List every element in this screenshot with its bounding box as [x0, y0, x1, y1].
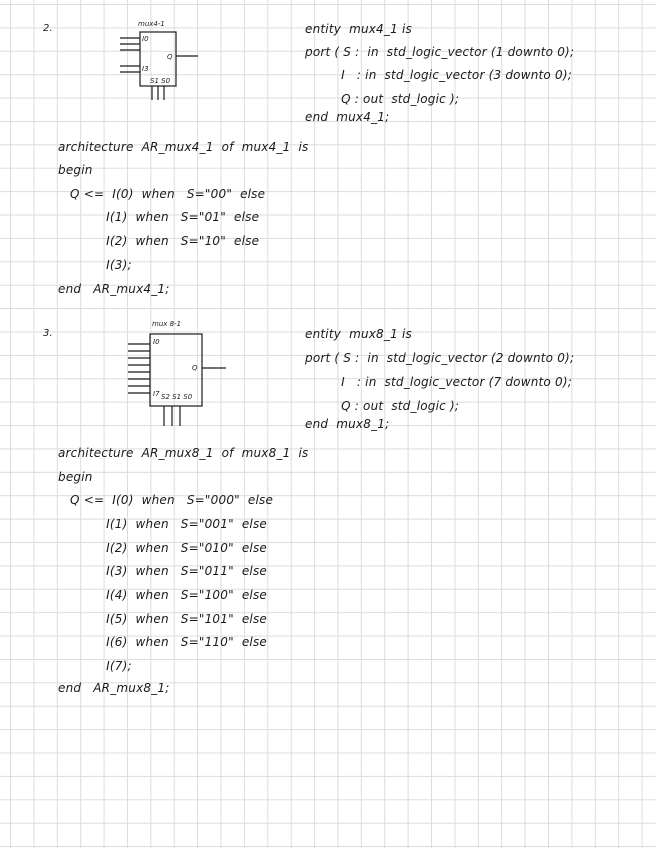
code-line: entity mux8_1 is [305, 327, 412, 341]
code-line: entity mux4_1 is [305, 22, 412, 36]
symbol-input-bottom: I7 [153, 390, 160, 398]
section-number: 2. [43, 23, 53, 34]
code-line: Q : out std_logic ); [305, 399, 460, 413]
code-line: Q <= I(0) when S="00" else [58, 187, 266, 201]
symbol-input-bottom: I3 [142, 65, 149, 73]
code-line: Q <= I(0) when S="000" else [58, 493, 274, 507]
code-line: I(3); [58, 258, 132, 272]
code-line: architecture AR_mux8_1 of mux8_1 is [58, 446, 309, 460]
symbol-title: mux 8-1 [152, 320, 182, 328]
code-line: end mux8_1; [305, 417, 390, 431]
code-line: I : in std_logic_vector (3 downto 0); [305, 68, 572, 82]
code-line: I(1) when S="01" else [58, 210, 260, 224]
code-line: end AR_mux8_1; [58, 681, 170, 695]
symbol-title: mux4-1 [138, 20, 165, 28]
symbol-selects: S1 S0 [150, 77, 171, 85]
code-line: begin [58, 163, 93, 177]
section-number: 3. [43, 328, 53, 339]
code-line: I(4) when S="100" else [58, 588, 267, 602]
code-line: port ( S : in std_logic_vector (1 downto 0); [305, 45, 575, 59]
code-line: architecture AR_mux4_1 of mux4_1 is [58, 140, 309, 154]
code-line: I(5) when S="101" else [58, 612, 267, 626]
symbol-input-top: I0 [153, 338, 160, 346]
code-line: I(1) when S="001" else [58, 517, 267, 531]
code-line: begin [58, 470, 93, 484]
symbol-input-top: I0 [142, 35, 149, 43]
code-line: I(6) when S="110" else [58, 635, 267, 649]
code-line: Q : out std_logic ); [305, 92, 460, 106]
symbol-output: Q [167, 53, 173, 61]
code-line: I : in std_logic_vector (7 downto 0); [305, 375, 572, 389]
symbol-output: Q [192, 364, 198, 372]
symbol-selects: S2 S1 S0 [161, 393, 193, 401]
code-line: I(2) when S="010" else [58, 541, 267, 555]
code-line: I(3) when S="011" else [58, 564, 267, 578]
code-line: end mux4_1; [305, 110, 390, 124]
code-line: port ( S : in std_logic_vector (2 downto 0); [305, 351, 575, 365]
code-line: I(2) when S="10" else [58, 234, 260, 248]
code-line: I(7); [58, 659, 132, 673]
code-line: end AR_mux4_1; [58, 282, 170, 296]
